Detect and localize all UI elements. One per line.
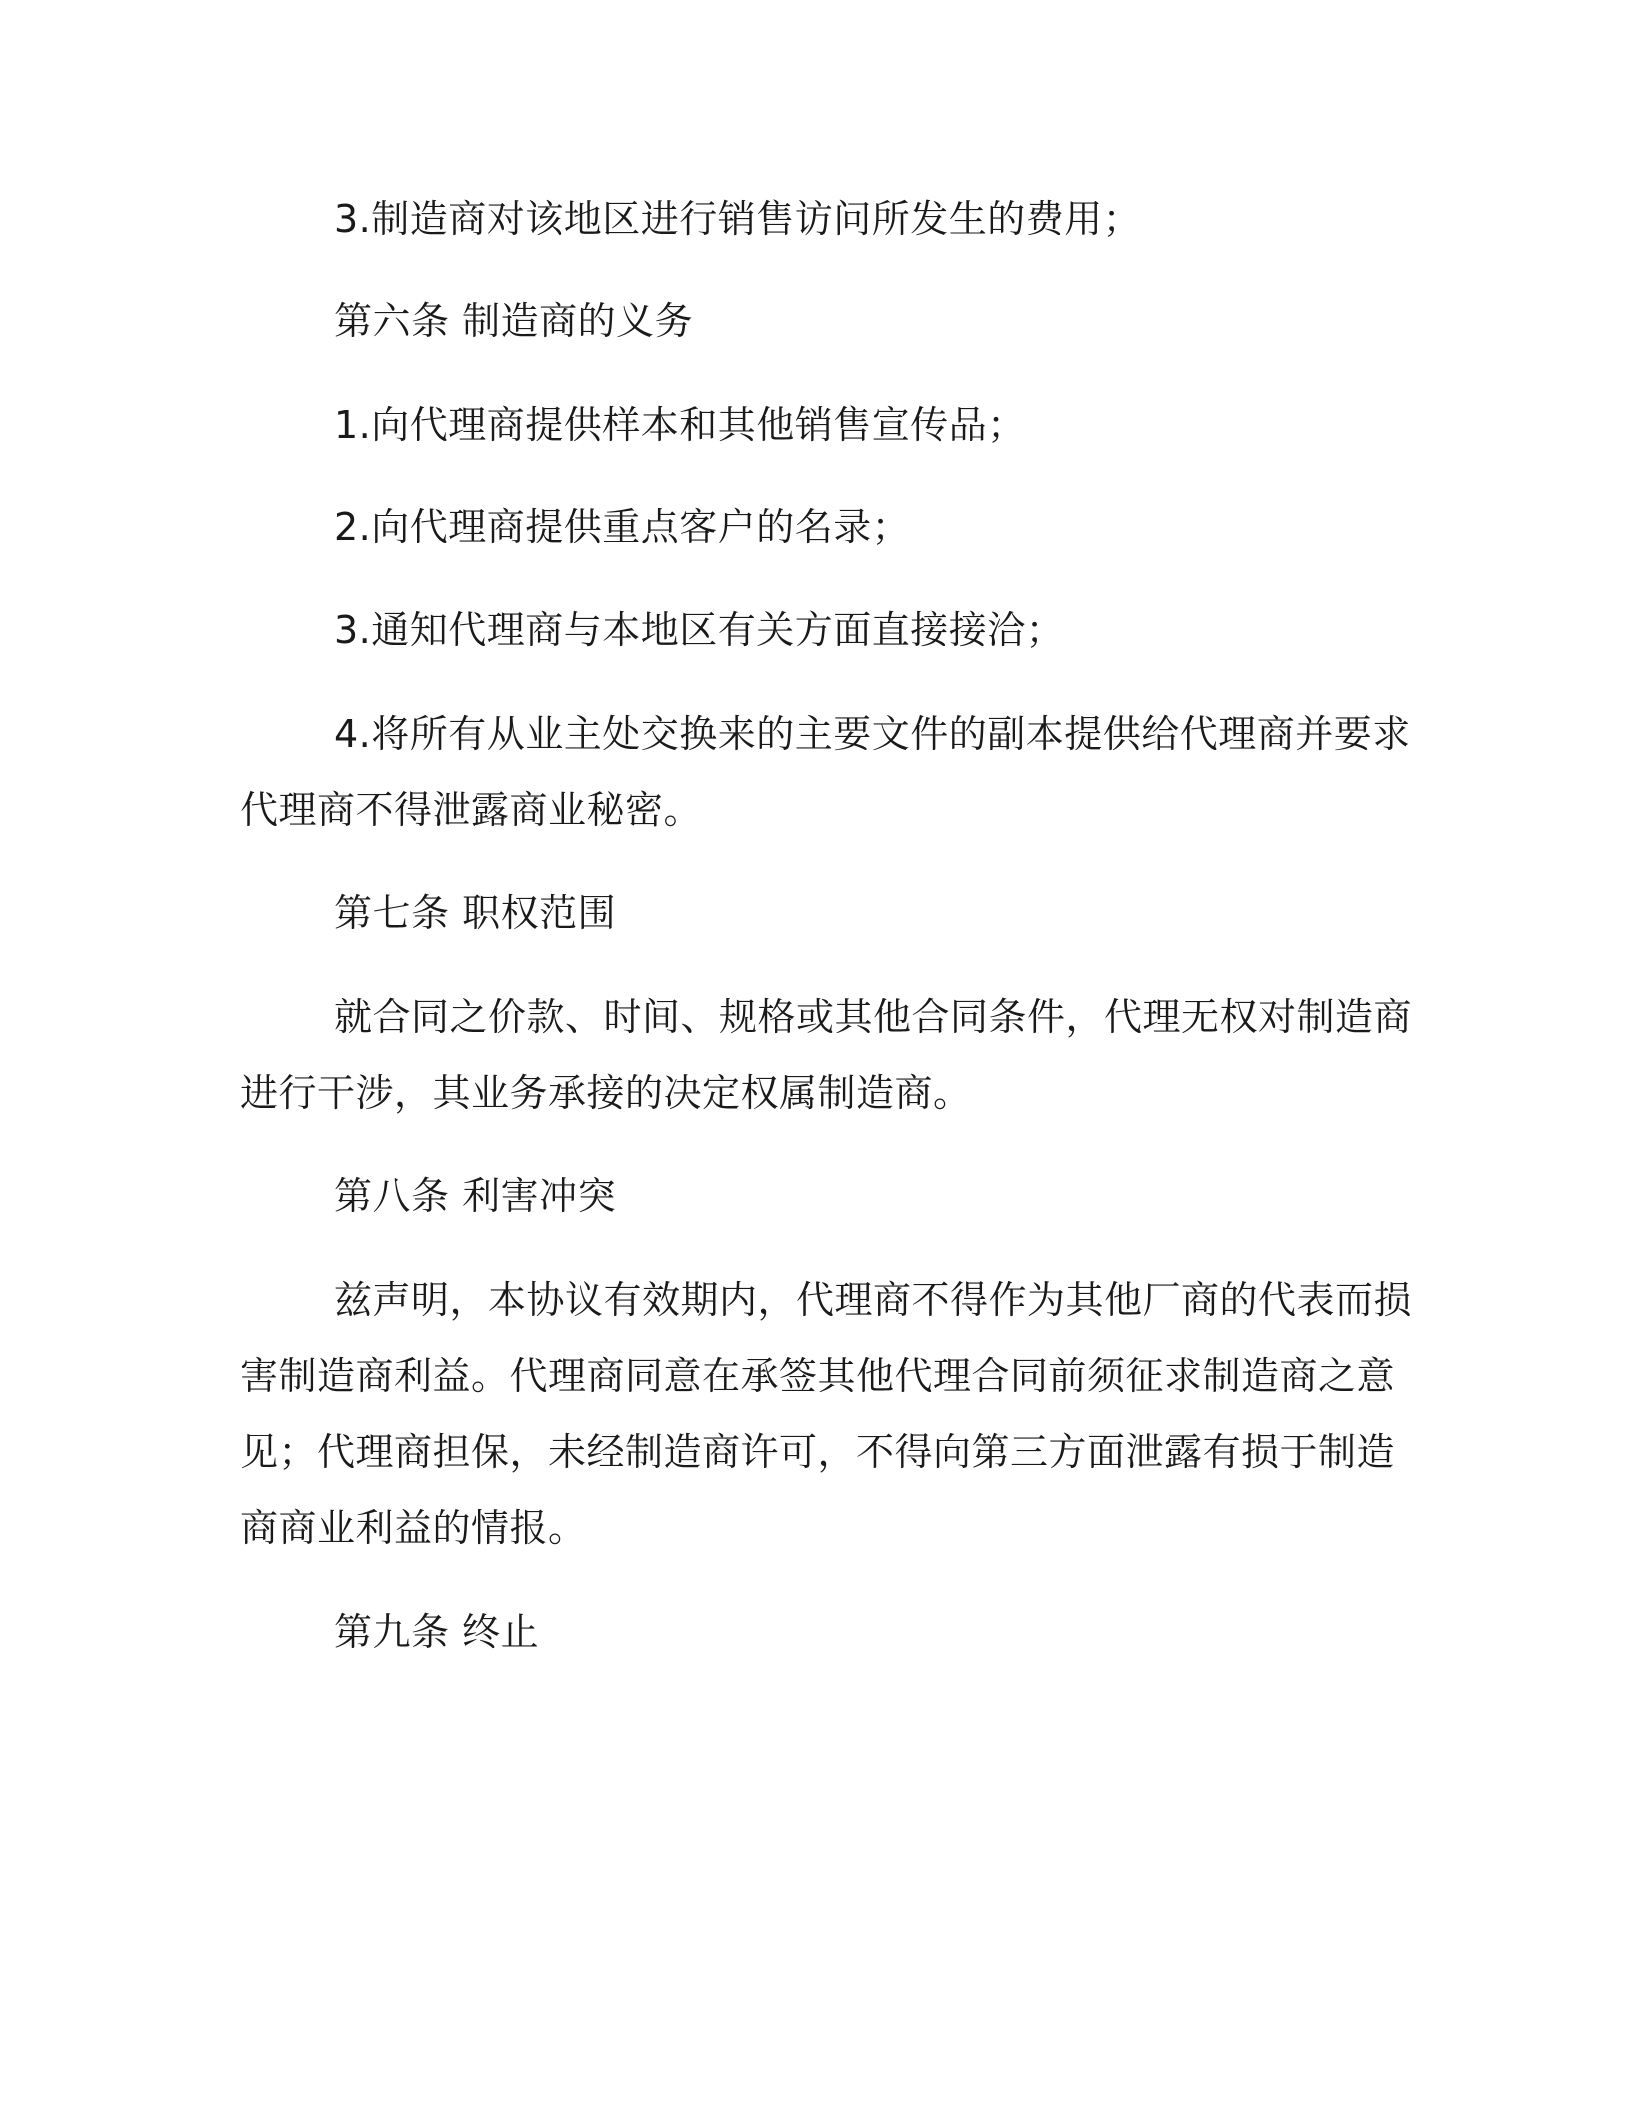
article-9-heading: 第九条 终止 — [334, 1610, 540, 1654]
article-6-item-1: 1.向代理商提供样本和其他销售宣传品； — [334, 403, 1026, 447]
article-6-item-4-line-2: 代理商不得泄露商业秘密。 — [240, 788, 703, 832]
article-8-body-line-3: 见；代理商担保，未经制造商许可，不得向第三方面泄露有损于制造 — [240, 1430, 1396, 1474]
clause-5-item-3: 3.制造商对该地区进行销售访问所发生的费用； — [334, 197, 1142, 241]
article-8-body-line-2: 害制造商利益。代理商同意在承签其他代理合同前须征求制造商之意 — [240, 1354, 1396, 1398]
article-6-item-3: 3.通知代理商与本地区有关方面直接接洽； — [334, 608, 1065, 652]
article-8-body-line-1: 兹声明，本协议有效期内，代理商不得作为其他厂商的代表而损 — [334, 1278, 1413, 1322]
article-8-heading: 第八条 利害冲突 — [334, 1174, 617, 1218]
article-7-heading: 第七条 职权范围 — [334, 891, 617, 935]
article-7-body-line-2: 进行干涉，其业务承接的决定权属制造商。 — [240, 1071, 972, 1115]
article-8-body-line-4: 商商业利益的情报。 — [240, 1506, 587, 1550]
article-7-body-line-1: 就合同之价款、时间、规格或其他合同条件，代理无权对制造商 — [334, 995, 1413, 1039]
article-6-heading: 第六条 制造商的义务 — [334, 299, 694, 343]
article-6-item-2: 2.向代理商提供重点客户的名录； — [334, 505, 911, 549]
article-6-item-4-line-1: 4.将所有从业主处交换来的主要文件的副本提供给代理商并要求 — [334, 712, 1411, 756]
